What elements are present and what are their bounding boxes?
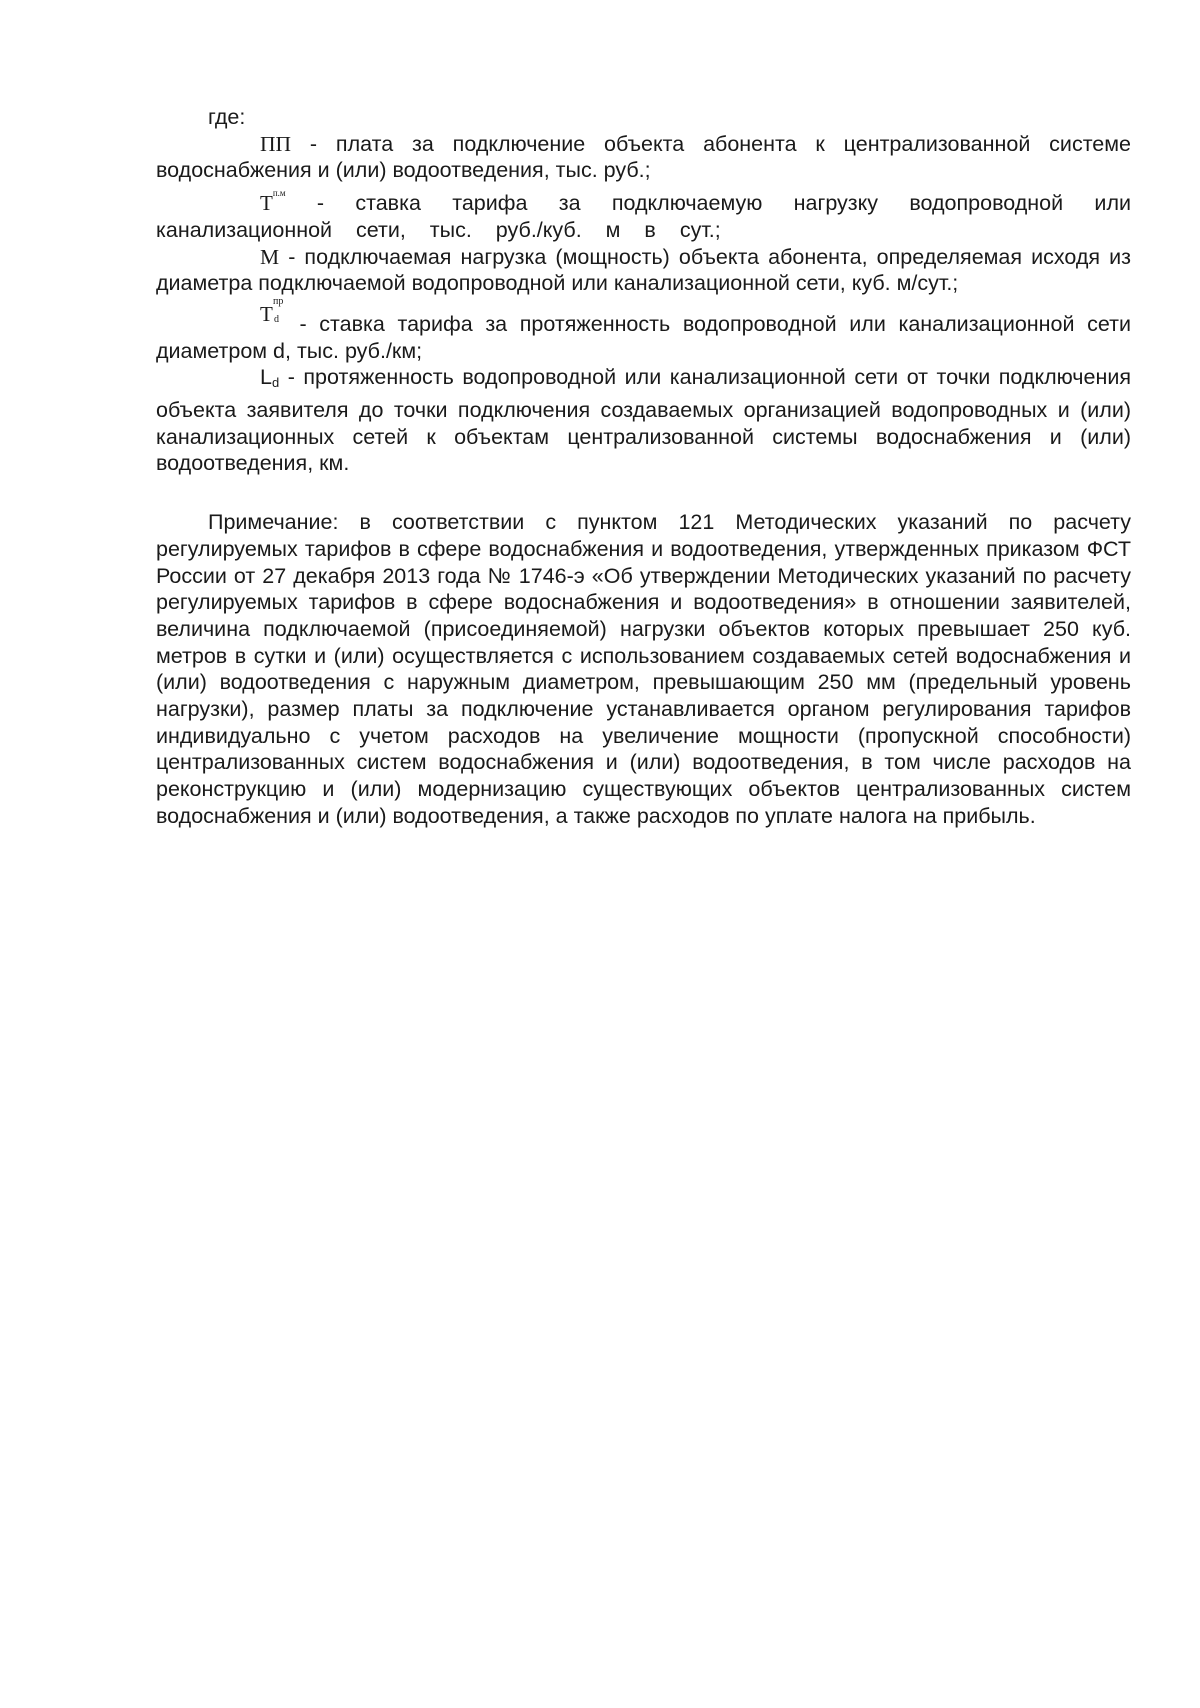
definition-t-pm-text: - ставка тарифа за подключаемую нагрузку водопроводной или канализационной сети, тыс. руб./куб. м в сут.; <box>156 191 1131 242</box>
symbol-ld-sub: d <box>271 375 280 391</box>
symbol-t-pm-sup: п.м <box>272 187 286 198</box>
symbol-ld <box>208 364 279 397</box>
symbol-t-pr-d-sup: пр <box>273 295 284 307</box>
note-paragraph: Примечание: в соответствии с пунктом 121 Методических указаний по расчету регулируемых тарифов в сфере водоснабжения и водоотведения, утвержденных приказом ФСТ России от 27 декабря 2013 года № 1746-э «Об утверждении Методических указаний по расчету регулируемых тарифов в сфере водоснабжения и водоотведения» в отношении заявителей, величина подключаемой (присоединяемой) нагрузки объектов которых превышает 250 куб. метров в сутки и (или) осуществляется с использованием создаваемых сетей водоснабжения и (или) водоотведения с наружным диаметром, превышающим 250 мм (предельный уровень нагрузки), размер платы за подключение устанавливается органом регулирования тарифов индивидуально с учетом расходов на увеличение мощности (пропускной способности) централизованных систем водоснабжения и (или) водоотведения, в том числе расходов на реконструкцию и (или) модернизацию существующих объектов централизованных систем водоснабжения и (или) водоотведения, а также расходов по уплате налога на прибыль. <box>156 510 1131 828</box>
definition-t-pm <box>156 187 1131 243</box>
definition-pp <box>156 131 1131 184</box>
symbol-t-pr-d-sub: d <box>274 313 279 325</box>
symbol-t-pr-d-base: Т <box>260 301 273 326</box>
definition-pp-text: - плата за подключение объекта абонента к централизованной системе водоснабжения и (или) водоотведения, тыс. руб.; <box>156 131 1131 183</box>
definition-m-text: - подключаемая нагрузка (мощность) объекта абонента, определяемая исходя из диаметра подключаемой водопроводной или канализационной сети, куб. м/сут.; <box>156 244 1131 296</box>
definition-t-pr-d-text: - ставка тарифа за протяженность водопроводной или канализационной сети диаметром d, тыс. руб./км; <box>156 311 1131 363</box>
symbol-pp: ПП <box>260 131 292 156</box>
document-body <box>156 104 1131 830</box>
symbol-t-pm <box>208 187 286 217</box>
symbol-t-pm-base: Т <box>260 191 273 216</box>
definition-m <box>156 244 1131 297</box>
intro-line: где: <box>208 105 246 129</box>
definition-ld-text: - протяженность водопроводной или канализационной сети от точки подключения объекта заявителя до точки подключения создаваемых организацией водопроводных и (или) канализационных сетей к объектам централизованной системы водоснабжения и (или) водоотведения, км. <box>156 365 1131 476</box>
symbol-t-pr-d <box>208 295 284 328</box>
definition-ld <box>156 364 1131 477</box>
symbol-ld-base: L <box>260 365 272 390</box>
symbol-m: М <box>260 244 280 269</box>
definition-t-pr-d <box>156 295 1131 364</box>
